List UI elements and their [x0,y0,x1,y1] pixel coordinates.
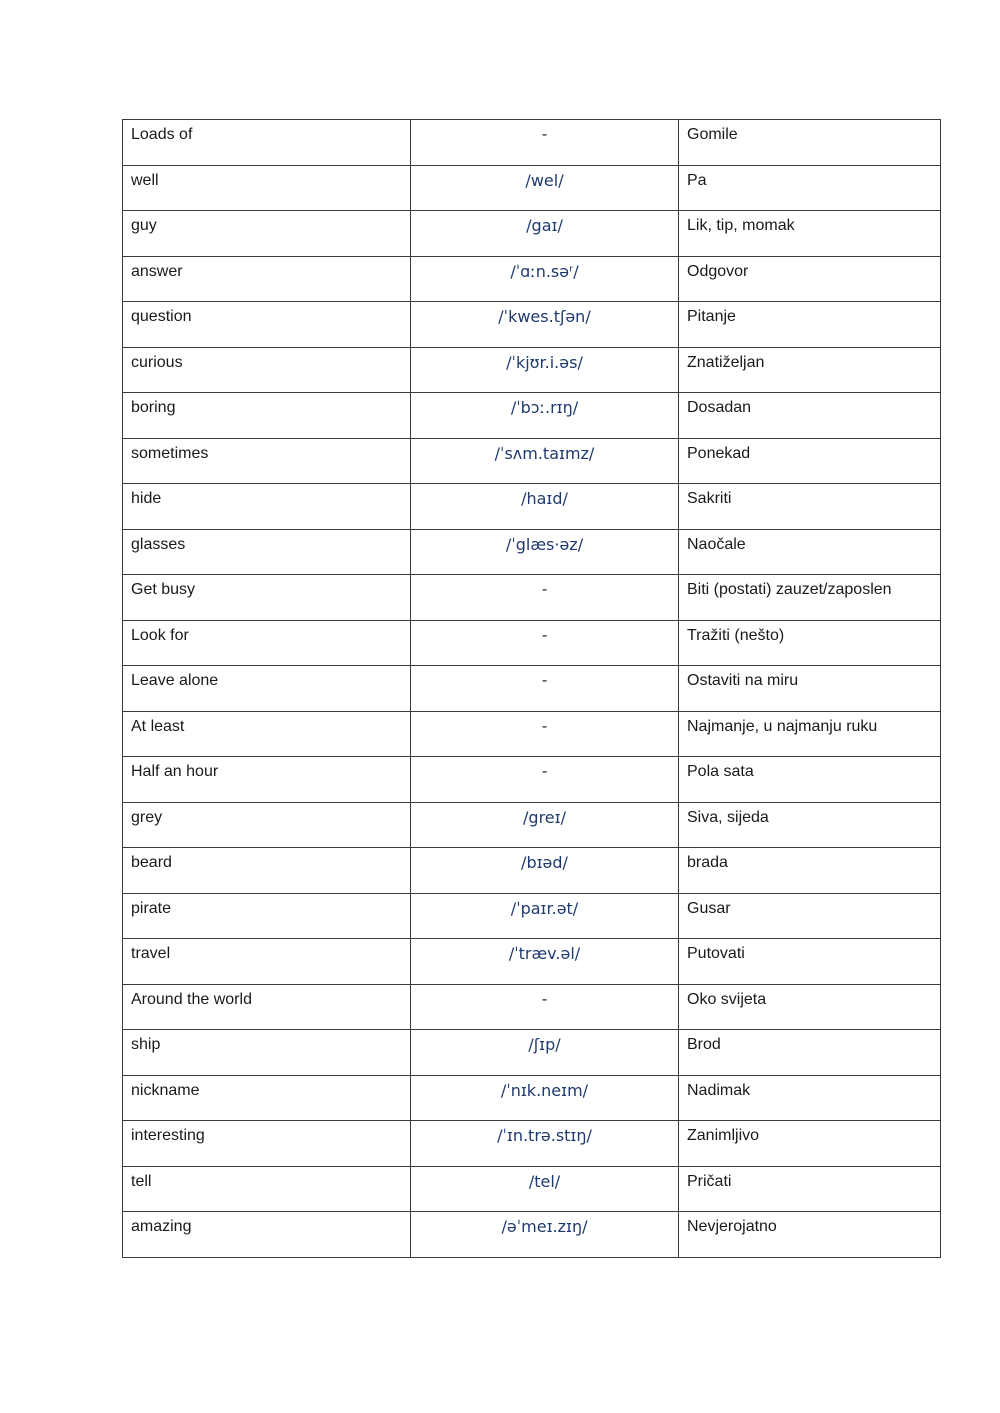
word-text: Around the world [131,990,252,1008]
translation-text: Biti (postati) zauzet/zaposlen [687,581,892,598]
table-row [123,711,941,757]
vocabulary-table-body [123,120,941,1258]
pronunciation-text: /bɪəd/ [521,853,568,872]
translation-cell [679,484,941,530]
pronunciation-text: /greɪ/ [523,807,566,827]
word-cell [123,484,411,530]
translation-text: Tražiti (nešto) [687,626,785,644]
word-text: Leave alone [131,672,219,689]
word-cell [123,165,411,211]
translation-cell [679,256,941,302]
word-text: Get busy [131,581,196,598]
pronunciation-text: - [541,126,548,143]
pronunciation-text: - [541,990,548,1008]
table-row [123,848,941,894]
vocabulary-table [122,119,941,1258]
translation-cell [679,347,941,393]
translation-text: Zanimljivo [687,1127,760,1144]
word-cell [123,1030,411,1076]
word-text: sometimes [131,444,209,462]
translation-cell [679,165,941,211]
word-cell [123,1166,411,1212]
pronunciation-cell [411,165,679,211]
pronunciation-cell [411,939,679,985]
translation-cell [679,438,941,484]
pronunciation-text: /tel/ [528,1171,561,1191]
pronunciation-cell [411,757,679,803]
word-text: well [131,171,159,189]
word-text: beard [131,854,172,871]
word-text: Half an hour [131,763,219,780]
translation-cell [679,1030,941,1076]
word-text: pirate [131,899,172,917]
word-cell [123,211,411,257]
translation-cell [679,302,941,348]
table-row [123,666,941,712]
word-text: interesting [131,1127,205,1144]
pronunciation-text: /ʃɪp/ [528,1035,561,1054]
word-cell [123,575,411,621]
translation-cell [679,575,941,621]
translation-cell [679,120,941,166]
translation-cell [679,848,941,894]
translation-cell [679,1212,941,1258]
pronunciation-cell [411,302,679,348]
pronunciation-cell [411,802,679,848]
pronunciation-text: - [541,626,548,644]
pronunciation-cell [411,120,679,166]
word-cell [123,666,411,712]
table-row [123,1212,941,1258]
word-text: nickname [131,1081,200,1099]
translation-text: Siva, sijeda [687,808,769,826]
pronunciation-text: /ˈɪn.trə.stɪŋ/ [497,1126,592,1145]
word-cell [123,1121,411,1167]
word-cell [123,802,411,848]
pronunciation-cell [411,1121,679,1167]
pronunciation-text: - [541,717,548,735]
translation-text: Pa [687,171,707,189]
word-cell [123,848,411,894]
pronunciation-text: /ˈtræv.əl/ [508,944,581,963]
pronunciation-text: /əˈmeɪ.zɪŋ/ [501,1217,588,1236]
pronunciation-cell [411,620,679,666]
word-text: amazing [131,1218,192,1235]
table-row [123,893,941,939]
translation-cell [679,757,941,803]
translation-text: Nadimak [687,1081,751,1099]
translation-cell [679,802,941,848]
pronunciation-cell [411,347,679,393]
word-cell [123,438,411,484]
word-cell [123,1075,411,1121]
word-cell [123,393,411,439]
pronunciation-text: /ˈpaɪr.ət/ [510,898,579,918]
translation-cell [679,893,941,939]
translation-text: Pričati [687,1172,732,1190]
pronunciation-text: - [541,672,548,689]
word-cell [123,347,411,393]
word-cell [123,1212,411,1258]
translation-text: Pola sata [687,763,754,780]
translation-text: Lik, tip, momak [687,217,795,234]
pronunciation-text: /haɪd/ [521,489,568,508]
translation-cell [679,211,941,257]
table-row [123,1030,941,1076]
pronunciation-cell [411,393,679,439]
translation-text: Znatiželjan [687,353,765,371]
pronunciation-text: - [541,581,548,598]
word-text: tell [131,1172,152,1190]
table-row [123,120,941,166]
word-cell [123,984,411,1030]
pronunciation-text: - [541,763,548,780]
word-text: curious [131,353,183,371]
pronunciation-text: /ˈkwes.tʃən/ [498,307,591,326]
pronunciation-text: /wel/ [525,170,564,190]
word-text: boring [131,399,176,416]
translation-text: Oko svijeta [687,990,767,1008]
translation-text: Sakriti [687,490,732,507]
translation-text: Brod [687,1036,721,1053]
word-text: question [131,308,192,325]
translation-text: Gusar [687,899,731,917]
translation-cell [679,939,941,985]
pronunciation-cell [411,1166,679,1212]
translation-text: brada [687,854,728,871]
word-text: Loads of [131,126,193,143]
table-row [123,165,941,211]
pronunciation-cell [411,711,679,757]
pronunciation-text: /ˈnɪk.neɪm/ [500,1080,589,1100]
table-row [123,302,941,348]
translation-text: Putovati [687,945,745,962]
pronunciation-cell [411,848,679,894]
table-row [123,256,941,302]
translation-text: Ponekad [687,444,751,462]
table-row [123,211,941,257]
translation-cell [679,666,941,712]
word-text: At least [131,717,185,735]
pronunciation-cell [411,1212,679,1258]
pronunciation-cell [411,893,679,939]
table-row [123,484,941,530]
word-cell [123,620,411,666]
word-text: travel [131,945,171,962]
translation-cell [679,984,941,1030]
word-text: guy [131,217,157,234]
translation-text: Ostaviti na miru [687,672,799,689]
pronunciation-cell [411,984,679,1030]
translation-text: Gomile [687,126,738,143]
word-text: Look for [131,626,189,644]
translation-cell [679,393,941,439]
translation-cell [679,1166,941,1212]
table-row [123,393,941,439]
translation-cell [679,1075,941,1121]
table-row [123,757,941,803]
translation-cell [679,620,941,666]
table-row [123,438,941,484]
table-row [123,1166,941,1212]
word-cell [123,939,411,985]
translation-text: Odgovor [687,262,749,280]
pronunciation-text: /ˈglæs·əz/ [505,534,584,554]
table-row [123,939,941,985]
pronunciation-cell [411,1030,679,1076]
word-cell [123,757,411,803]
table-row [123,575,941,621]
translation-text: Najmanje, u najmanju ruku [687,717,878,735]
table-row [123,1075,941,1121]
pronunciation-cell [411,1075,679,1121]
word-text: answer [131,262,183,280]
pronunciation-cell [411,575,679,621]
table-row [123,620,941,666]
translation-text: Pitanje [687,308,736,325]
word-text: hide [131,490,162,507]
pronunciation-cell [411,211,679,257]
word-cell [123,529,411,575]
word-cell [123,120,411,166]
translation-text: Dosadan [687,399,752,416]
table-row [123,1121,941,1167]
pronunciation-cell [411,484,679,530]
table-row [123,529,941,575]
pronunciation-text: /gaɪ/ [526,216,563,235]
word-cell [123,256,411,302]
word-text: grey [131,808,163,826]
translation-cell [679,711,941,757]
pronunciation-cell [411,529,679,575]
translation-text: Nevjerojatno [687,1218,777,1235]
pronunciation-text: /ˈɑːn.səʳ/ [510,261,579,281]
table-row [123,802,941,848]
word-cell [123,711,411,757]
table-row [123,347,941,393]
translation-text: Naočale [687,535,746,553]
pronunciation-cell [411,438,679,484]
word-text: ship [131,1036,161,1053]
pronunciation-text: /ˈkjʊr.i.əs/ [506,352,583,372]
pronunciation-cell [411,666,679,712]
word-cell [123,893,411,939]
translation-cell [679,529,941,575]
table-row [123,984,941,1030]
translation-cell [679,1121,941,1167]
pronunciation-text: /ˈbɔː.rɪŋ/ [510,398,579,417]
pronunciation-cell [411,256,679,302]
word-text: glasses [131,535,186,553]
pronunciation-text: /ˈsʌm.taɪmz/ [494,443,595,463]
word-cell [123,302,411,348]
